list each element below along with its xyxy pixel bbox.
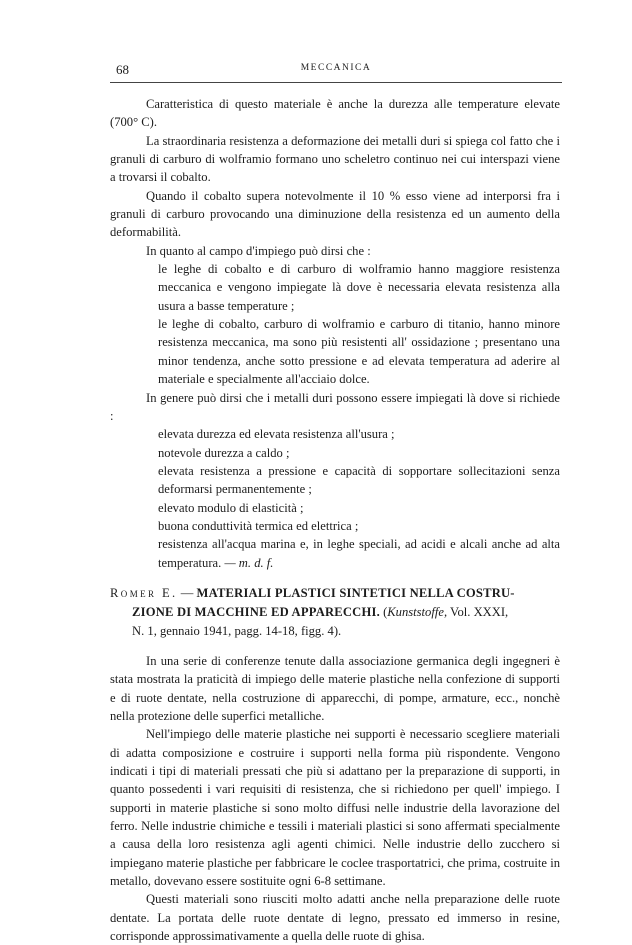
page-number: 68 xyxy=(116,62,129,77)
list-item: le leghe di cobalto, carburo di wolframio e carburo di titanio, hanno minore resistenza meccanica, ma sono più resistenti all' ossidazione ; presentano una minor tendenza, anche sotto pressione e ad elevata temperatura ad aderire al materiale e specialmente all'acciaio dolce. xyxy=(158,317,560,387)
page-header xyxy=(110,62,562,78)
list-item-text: resistenza all'acqua marina e, in leghe speciali, ad acidi e alcali anche ad alta temperatura. xyxy=(158,537,560,570)
paragraph: Questi materiali sono riusciti molto adatti anche nella preparazione delle ruote dentate. La portata delle ruote dentate di legno, pressato ed immerso in resine, corrisponde approssimativamente a quella delle ruote di ghisa. xyxy=(110,892,560,944)
list-item: buona conduttività termica ed elettrica ; xyxy=(158,518,359,533)
article-body xyxy=(110,95,560,945)
paragraph: Quando il cobalto supera notevolmente il 10 % esso viene ad interporsi fra i granuli di carburo provocando una diminuzione della resistenza ed un aumento della deformabilità. xyxy=(110,188,560,240)
list-item: elevata resistenza a pressione e capacità di sopportare sollecitazioni senza deformarsi permanentemente ; xyxy=(158,463,560,497)
paragraph: Caratteristica di questo materiale è anche la durezza alle temperature elevate (700° C). xyxy=(110,97,560,130)
reference-title-line2: ZIONE DI MACCHINE ED APPARECCHI. xyxy=(132,604,380,619)
reference-line2: ZIONE DI MACCHINE ED APPARECCHI. (Kunststoffe, Vol. XXXI, xyxy=(132,604,509,619)
header-rule xyxy=(110,82,562,83)
paragraph: In quanto al campo d'impiego può dirsi che : xyxy=(146,243,371,258)
paragraph: In una serie di conferenze tenute dalla associazione germanica degli ingegneri è stata mostrata la praticità di impiego delle materie plastiche nella confezione di supporti e di ruote dentate, nella costruzione di apparecchi, di pompe, armature, ecc., nonchè nella protezione delle superfici metalliche. xyxy=(110,653,560,723)
reference-volume: Vol. XXXI, xyxy=(450,604,509,619)
paragraph: Nell'impiego delle materie plastiche nei supporti è necessario scegliere materiali di adatta composizione e costruire i supporti nella forma più rispondente. Vengono indicati i tipi di materiali pressati che più si adattano per la preparazione di supporti, in quanto possedenti i vari requisiti di resistenza, che si richiedono per quell' impiego. I supporti in materie plastiche si sono molto diffusi nelle industrie della lavorazione del ferro. Nelle industrie chimiche e tessili i materiali plastici si sono affermati specialmente a causa della loro resistenza agli agenti chimici. Nelle industrie dello zucchero si impiegano materie plastiche per fabbricare le coclee trasportatrici, che prima, costruite in metallo, dovevano essere sostituite ogni 6-8 settimane. xyxy=(110,727,560,889)
list-item xyxy=(110,535,560,572)
author-signature: — m. d. f. xyxy=(224,555,274,570)
reference-source: N. 1, gennaio 1941, pagg. 14-18, figg. 4). xyxy=(132,623,342,638)
paragraph: In genere può dirsi che i metalli duri possono essere impiegati là dove si richiede : xyxy=(110,390,560,423)
list-item: elevata durezza ed elevata resistenza all'usura ; xyxy=(158,427,395,442)
list-item: notevole durezza a caldo ; xyxy=(158,445,290,460)
list-item: elevato modulo di elasticità ; xyxy=(158,500,304,515)
reference-dash: — xyxy=(180,585,194,600)
reference-title-line1: MATERIALI PLASTICI SINTETICI NELLA COSTRU- xyxy=(196,585,515,600)
reference-journal: Kunststoffe, xyxy=(387,604,448,619)
list-item: le leghe di cobalto e di carburo di wolframio hanno maggiore resistenza meccanica e vengono impiegate là dove è necessaria elevata resistenza alla usura a basse temperature ; xyxy=(158,262,560,313)
paragraph: La straordinaria resistenza a deformazione dei metalli duri si spiega col fatto che i granuli di carburo di wolframio formano uno scheletro continuo nei cui interspazi viene a trovarsi il cobalto. xyxy=(110,133,560,185)
running-title: MECCANICA xyxy=(300,63,372,73)
article-reference xyxy=(110,584,560,641)
reference-author: Romer E. xyxy=(110,585,178,600)
